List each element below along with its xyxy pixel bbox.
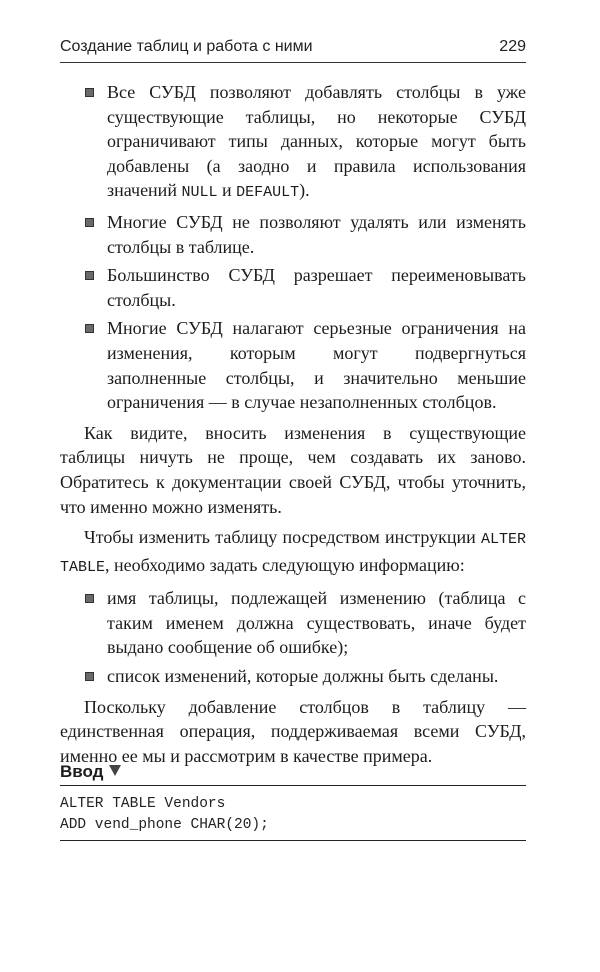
dbms-limitations-list — [60, 80, 526, 415]
code-header — [60, 762, 526, 786]
square-bullet-icon — [85, 218, 94, 227]
list-item-text: Все СУБД позволяют добавлять столбцы в уже существующие таблицы, но некоторые СУБД ограничивают типы данных, которые могут быть добавлены (а заодно и правила использования значений — [107, 82, 526, 201]
list-item-text: Многие СУБД налагают серьезные ограничения на изменения, которым могут подвергнуться заполненные столбцы, и значительно меньшие ограничения — в случае незаполненных столбцов. — [107, 318, 526, 413]
page-number: 229 — [499, 38, 526, 55]
list-item-text: список изменений, которые должны быть сделаны. — [107, 666, 499, 687]
paragraph — [60, 525, 526, 580]
list-item-text: Большинство СУБД разрешает переименовывать столбцы. — [107, 265, 526, 310]
square-bullet-icon — [85, 271, 94, 280]
list-item-text: и — [217, 180, 237, 201]
paragraph: Как видите, вносить изменения в существующие таблицы ничуть не проще, чем создавать их заново. Обратитесь к документации своей СУБД, чтобы уточнить, что именно можно изменять. — [60, 422, 526, 517]
chapter-title: Создание таблиц и работа с ними — [60, 38, 313, 55]
inline-code-alter-table: ALTER TABLE — [60, 531, 526, 576]
list-item — [107, 80, 526, 206]
list-item-text: ). — [299, 180, 310, 201]
square-bullet-icon — [85, 594, 94, 603]
running-header — [60, 34, 526, 63]
list-item — [107, 316, 526, 414]
list-item — [107, 210, 526, 259]
square-bullet-icon — [85, 88, 94, 97]
inline-code-default: DEFAULT — [236, 184, 300, 202]
code-body — [60, 786, 526, 841]
paragraph-text: Чтобы изменить таблицу посредством инструкции — [84, 527, 481, 548]
code-example — [60, 762, 526, 841]
code-line: ALTER TABLE Vendors — [60, 796, 226, 812]
list-item-text: имя таблицы, подлежащей изменению (таблица с таким именем должна существовать, иначе будет выдано сообщение об ошибке); — [107, 588, 526, 658]
list-item — [107, 263, 526, 312]
main-text — [60, 80, 526, 774]
inline-code-null: NULL — [181, 184, 218, 202]
triangle-down-icon — [109, 765, 121, 776]
square-bullet-icon — [85, 672, 94, 681]
list-item — [107, 586, 526, 660]
paragraph: Поскольку добавление столбцов в таблицу — единственная операция, поддерживаемая всеми СУБД, именно ее мы и рассмотрим в качестве примера. — [60, 696, 526, 766]
list-item-text: Многие СУБД не позволяют удалять или изменять столбцы в таблице. — [107, 211, 526, 257]
square-bullet-icon — [85, 324, 94, 333]
code-label: Ввод — [60, 762, 104, 781]
alter-requirements-list — [60, 586, 526, 688]
paragraph-text: , необходимо задать следующую информацию: — [105, 554, 465, 575]
code-line: ADD vend_phone CHAR(20); — [60, 817, 269, 833]
list-item — [107, 664, 526, 689]
